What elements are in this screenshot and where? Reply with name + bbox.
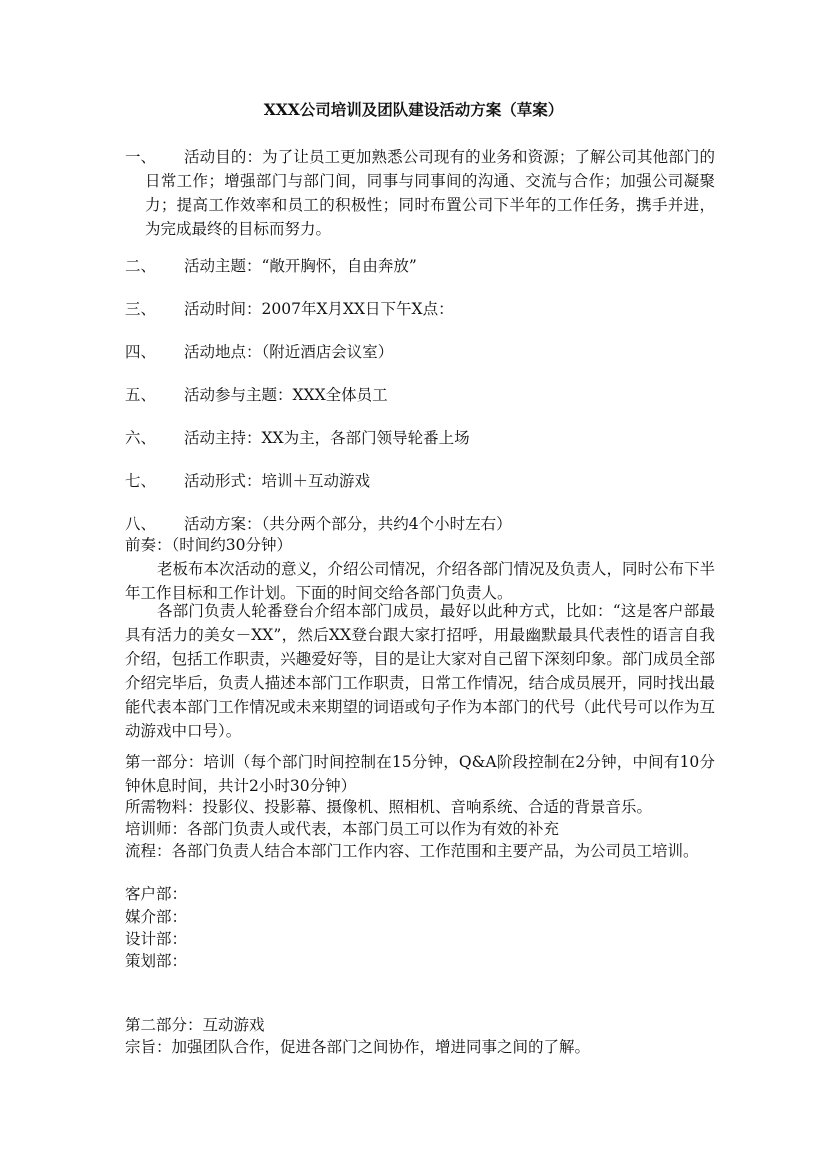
- prelude-heading: 前奏：（时间约30分钟）: [125, 536, 292, 554]
- prelude-paragraph-1: 老板布本次活动的意义，介绍公司情况，介绍各部门情况及负责人，同时公布下半年工作目标和工作计划。下面的时间交给各部门负责人。: [125, 560, 716, 602]
- section-number: 四、: [125, 343, 157, 361]
- section-text: 活动参与主题：XXX全体员工: [184, 386, 388, 404]
- section-7: [125, 469, 715, 493]
- department-item: 设计部：: [125, 930, 188, 948]
- prelude-paragraph-2: 各部门负责人轮番登台介绍本部门成员，最好以此种方式，比如：“这是客户部最具有活力的美女－XX”，然后XX登台跟大家打招呼，用最幽默最具代表性的语言自我介绍，包括工作职责，兴趣爱好等，目的是让大家对自己留下深刻印象。部门成员全部介绍完毕后，负责人描述本部门工作职责，日常工作情况，结合成员展开，同时找出最能代表本部门工作情况或未来期望的词语或句子作为本部门的代号（此代号可以作为互动游戏中口号）。: [125, 602, 715, 740]
- section-number: 三、: [125, 300, 157, 318]
- part1-heading: 第一部分：培训（每个部门时间控制在15分钟，Q&A阶段控制在2分钟，中间有10分钟休息时间，共计2小时30分钟）: [125, 753, 715, 795]
- section-4: [125, 340, 715, 364]
- section-text: 活动主持：XX为主，各部门领导轮番上场: [184, 429, 470, 447]
- section-number: 七、: [125, 472, 157, 490]
- section-number: 二、: [125, 257, 157, 275]
- section-text: 活动地点：（附近酒店会议室）: [184, 343, 394, 361]
- part1-trainer: 培训师：各部门负责人或代表，本部门员工可以作为有效的补充: [125, 820, 560, 838]
- part1-process: 流程：各部门负责人结合本部门工作内容、工作范围和主要产品，为公司员工培训。: [125, 842, 699, 860]
- section-text: 活动形式：培训＋互动游戏: [184, 472, 371, 490]
- part2-purpose: 宗旨：加强团队合作，促进各部门之间协作，增进同事之间的了解。: [125, 1038, 591, 1056]
- section-text: 活动主题：“敞开胸怀，自由奔放”: [184, 257, 417, 275]
- section-6: [125, 426, 715, 450]
- part2-heading: 第二部分：互动游戏: [125, 1016, 265, 1034]
- part1-materials: 所需物料：投影仪、投影幕、摄像机、照相机、音响系统、合适的背景音乐。: [125, 798, 653, 816]
- section-text: 活动目的：为了让员工更加熟悉公司现有的业务和资源；了解公司其他部门的日常工作；增强部门与部门间，同事与同事间的沟通、交流与合作；加强公司凝聚力；提高工作效率和员工的积极性；同时布置公司下半年的工作任务，携手并进，为完成最终的目标而努力。: [145, 148, 715, 238]
- section-number: 六、: [125, 429, 157, 447]
- section-number: 一、: [125, 148, 157, 166]
- section-text: 活动时间：2007年X月XX日下午X点：: [184, 300, 454, 318]
- department-item: 客户部：: [125, 885, 188, 903]
- section-2: [125, 254, 715, 278]
- department-item: 媒介部：: [125, 908, 188, 926]
- section-1: [125, 145, 715, 241]
- section-number: 五、: [125, 386, 157, 404]
- document-title: XXX公司培训及团队建设活动方案（草案）: [263, 100, 564, 119]
- section-3: [125, 297, 715, 321]
- section-5: [125, 383, 715, 407]
- department-item: 策划部：: [125, 952, 188, 970]
- section-text: 活动方案：（共分两个部分，共约4个小时左右）: [184, 515, 512, 533]
- section-number: 八、: [125, 515, 157, 533]
